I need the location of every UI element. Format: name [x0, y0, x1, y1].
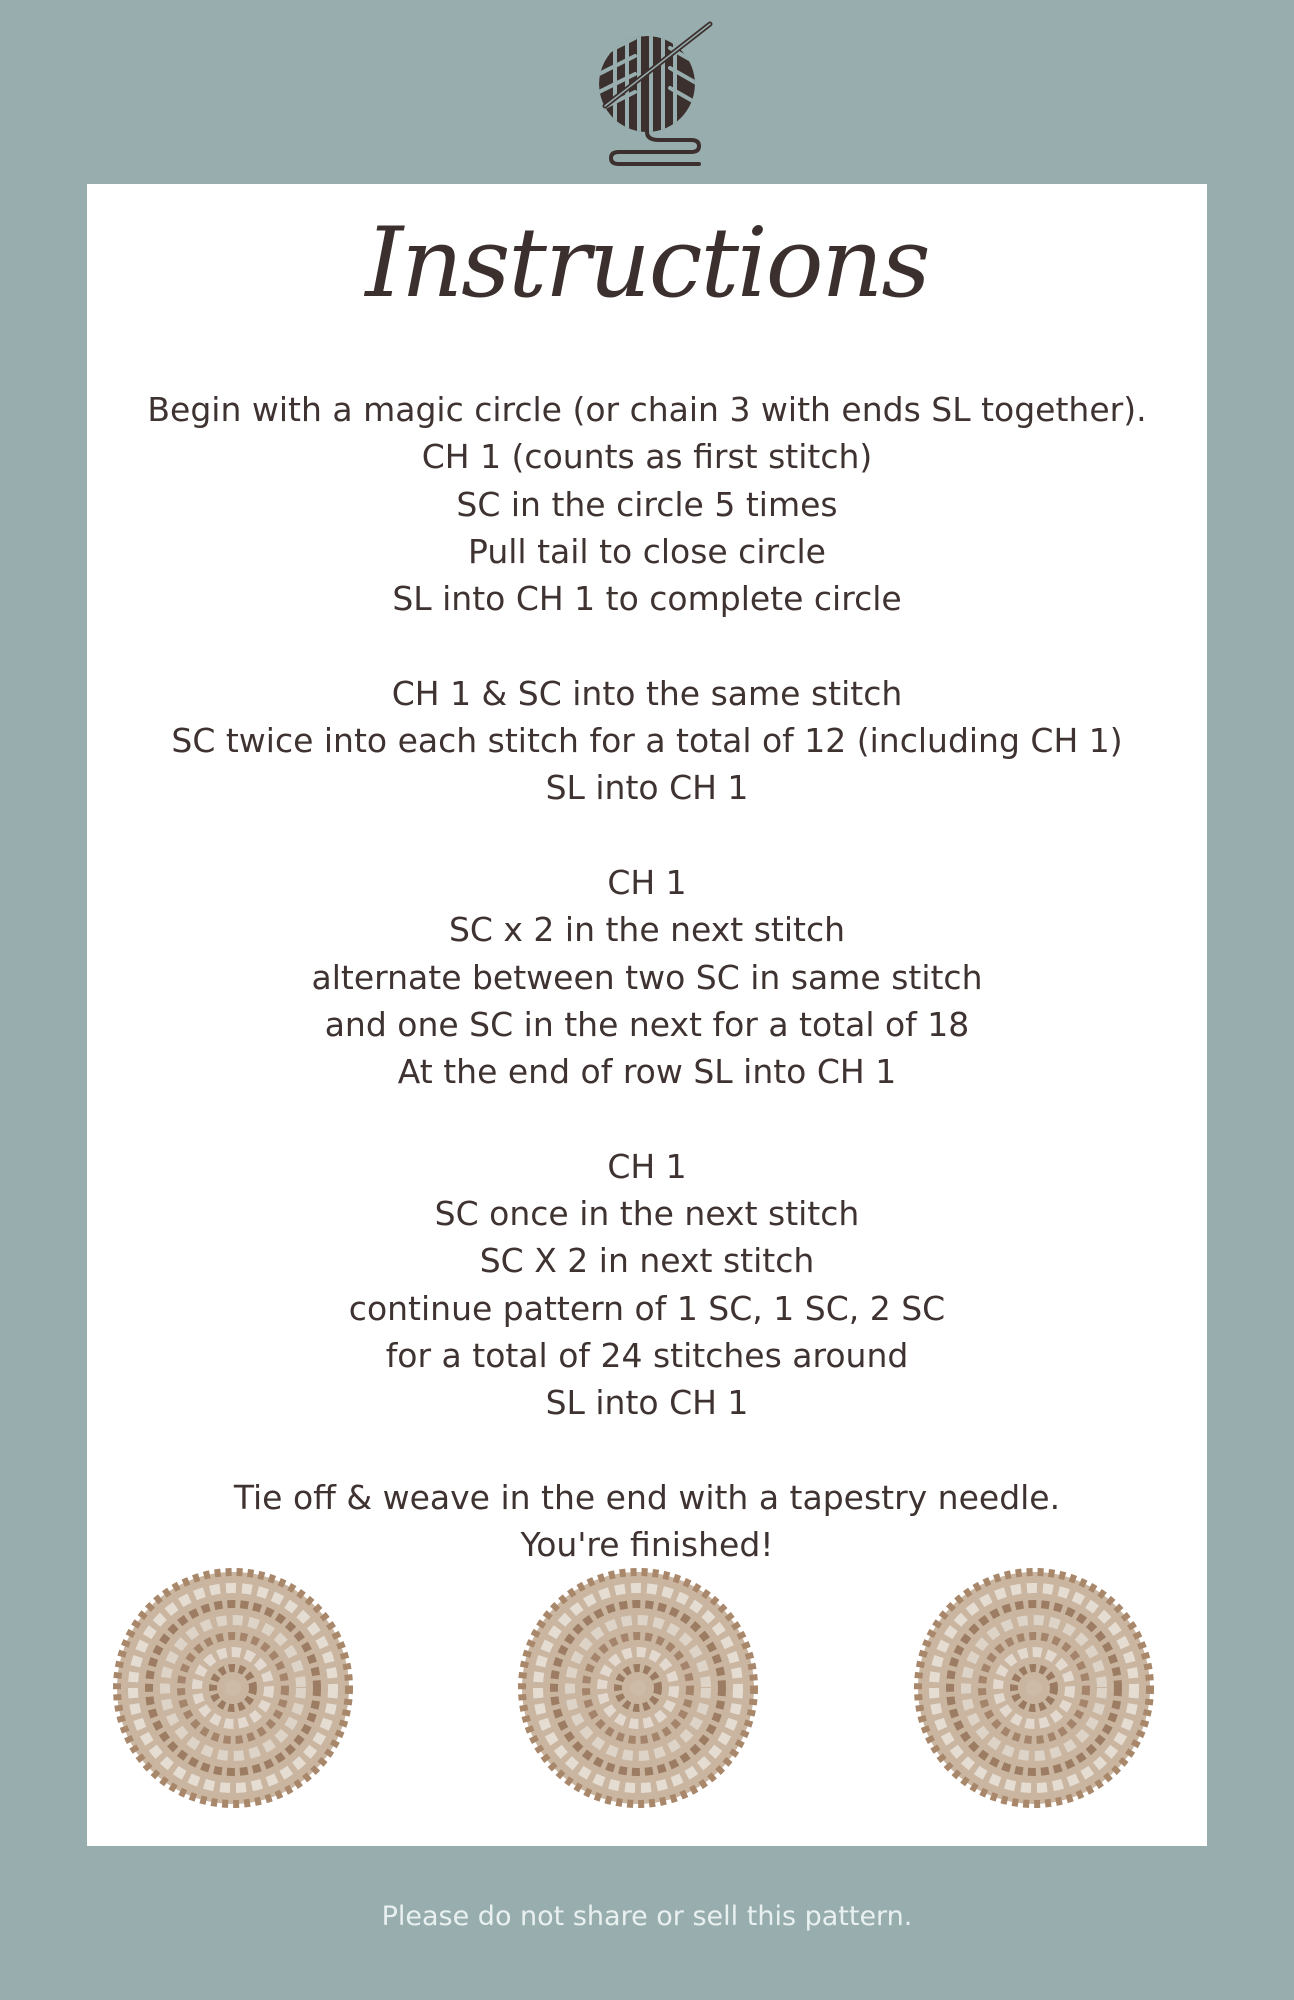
- instruction-line: CH 1: [607, 862, 687, 902]
- instruction-line: You're finished!: [520, 1525, 774, 1565]
- page-title: Instructions: [365, 207, 929, 319]
- crochet-coaster-image: [110, 1568, 356, 1808]
- instruction-line: for a total of 24 stitches around: [385, 1335, 909, 1375]
- instruction-line: CH 1: [607, 1146, 687, 1186]
- instruction-line: alternate between two SC in same stitch: [311, 957, 983, 997]
- instruction-line: CH 1 (counts as first stitch): [421, 437, 873, 477]
- instruction-line: SC in the circle 5 times: [456, 484, 838, 524]
- instruction-line: continue pattern of 1 SC, 1 SC, 2 SC: [348, 1288, 946, 1328]
- copyright-notice: Please do not share or sell this pattern.: [381, 1901, 913, 1932]
- instruction-line: SL into CH 1: [545, 768, 749, 808]
- instruction-line: At the end of row SL into CH 1: [397, 1052, 897, 1092]
- crochet-coaster-image: [911, 1568, 1157, 1808]
- paragraph-gap: [87, 1095, 1207, 1142]
- paragraph-gap: [87, 812, 1207, 859]
- instruction-line: SC twice into each stitch for a total of 12 (including CH 1): [171, 721, 1123, 761]
- instruction-line: SL into CH 1 to complete circle: [392, 579, 902, 619]
- instruction-line: Pull tail to close circle: [468, 531, 826, 571]
- yarn-ball-hook-icon: [575, 18, 725, 166]
- crochet-coaster-image: [515, 1568, 761, 1808]
- instructions-text: [87, 386, 1207, 1568]
- instruction-line: Tie off & weave in the end with a tapestry needle.: [233, 1477, 1061, 1517]
- instruction-line: SC once in the next stitch: [434, 1194, 860, 1234]
- instructions-card: [87, 184, 1207, 1846]
- instruction-line: SC x 2 in the next stitch: [448, 910, 846, 950]
- instruction-line: and one SC in the next for a total of 18: [324, 1004, 970, 1044]
- instruction-line: SL into CH 1: [545, 1383, 749, 1423]
- instruction-line: Begin with a magic circle (or chain 3 with ends SL together).: [147, 390, 1147, 429]
- instruction-line: CH 1 & SC into the same stitch: [391, 673, 903, 713]
- paragraph-gap: [87, 1427, 1207, 1474]
- paragraph-gap: [87, 622, 1207, 669]
- instruction-line: SC X 2 in next stitch: [479, 1241, 815, 1281]
